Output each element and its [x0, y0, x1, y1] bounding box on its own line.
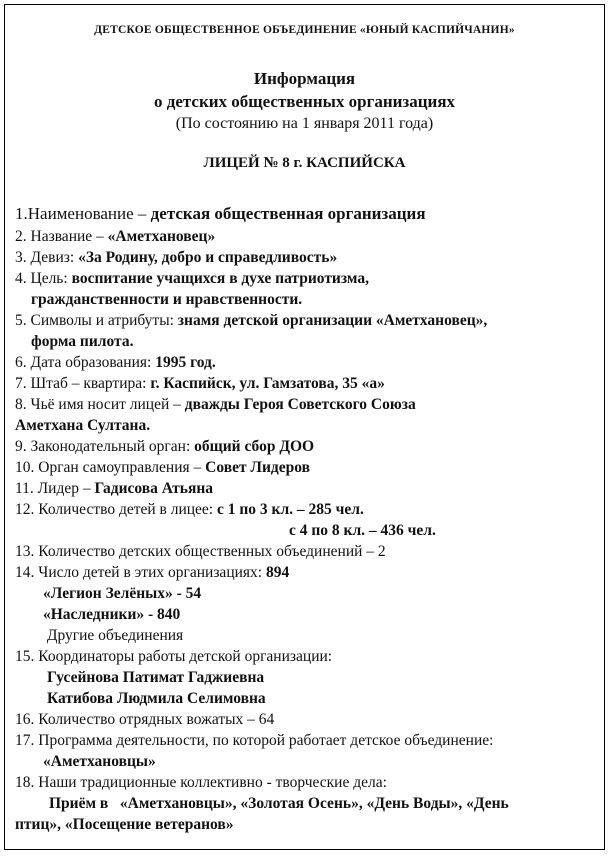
list-item-continuation: форма пилота. [31, 333, 134, 350]
list-subitem: «Наследники» - 840 [43, 606, 181, 623]
list-item: 8. Чьё имя носит лицей – дважды Героя Советского Союза [15, 396, 416, 413]
list-item: 14. Число детей в этих организациях: 894 [15, 564, 290, 581]
list-item: 2. Название – «Аметхановец» [15, 228, 216, 245]
list-item: 5. Символы и атрибуты: знамя детской организации «Аметхановец», [15, 312, 488, 329]
list-item: 13. Количество детских общественных объединений – 2 [15, 543, 386, 560]
info-list [15, 202, 605, 835]
list-item-continuation: с 4 по 8 кл. – 436 чел. [289, 522, 436, 539]
list-item: 18. Наши традиционные коллективно - творческие дела: [15, 774, 387, 791]
list-item-continuation: птиц», «Посещение ветеранов» [15, 816, 234, 833]
list-item-continuation: Аметхана Султана. [15, 417, 151, 434]
list-subitem: Другие объединения [43, 627, 184, 644]
list-item: 6. Дата образования: 1995 год. [15, 354, 216, 371]
list-item: 17. Программа деятельности, по которой работает детское объединение: [15, 732, 494, 749]
list-subitem: Гусейнова Патимат Гаджиевна [47, 669, 265, 686]
document-page [4, 4, 605, 850]
document-subtitle: о детских общественных организациях [153, 92, 456, 111]
list-item: 1.Наименование – детская общественная организация [15, 204, 426, 223]
list-item: 3. Девиз: «За Родину, добро и справедливость» [15, 249, 338, 266]
document-title: Информация [253, 69, 356, 88]
list-item: 12. Количество детей в лицее: с 1 по 3 кл. – 285 чел. [15, 501, 364, 518]
list-item-continuation: гражданственности и нравственности. [31, 291, 303, 308]
list-subitem: Катибова Людмила Селимовна [47, 690, 266, 707]
school-name: ЛИЦЕЙ № 8 г. КАСПИЙСКА [203, 155, 406, 171]
list-item: 9. Законодательный орган: общий сбор ДОО [15, 438, 315, 455]
list-item: 10. Орган самоуправления – Совет Лидеров [15, 459, 310, 476]
list-item-continuation: Приём в «Аметхановцы», «Золотая Осень», «День Воды», «День [49, 795, 509, 812]
list-item: 16. Количество отрядных вожатых – 64 [15, 711, 275, 728]
organization-name: ДЕТСКОЕ ОБЩЕСТВЕННОЕ ОБЪЕДИНЕНИЕ «ЮНЫЙ КАСПИЙЧАНИН» [94, 24, 515, 36]
list-item: 7. Штаб – квартира: г. Каспийск, ул. Гамзатова, 35 «а» [15, 375, 385, 392]
list-subitem: «Легион Зелёных» - 54 [43, 585, 202, 602]
date-note: (По состоянию на 1 января 2011 года) [175, 115, 434, 132]
list-item: 15. Координаторы работы детской организации: [15, 648, 333, 665]
list-item: 11. Лидер – Гадисова Атьяна [15, 480, 214, 497]
list-item: 4. Цель: воспитание учащихся в духе патриотизма, [15, 270, 369, 287]
list-item-continuation: «Аметхановцы» [43, 753, 156, 770]
